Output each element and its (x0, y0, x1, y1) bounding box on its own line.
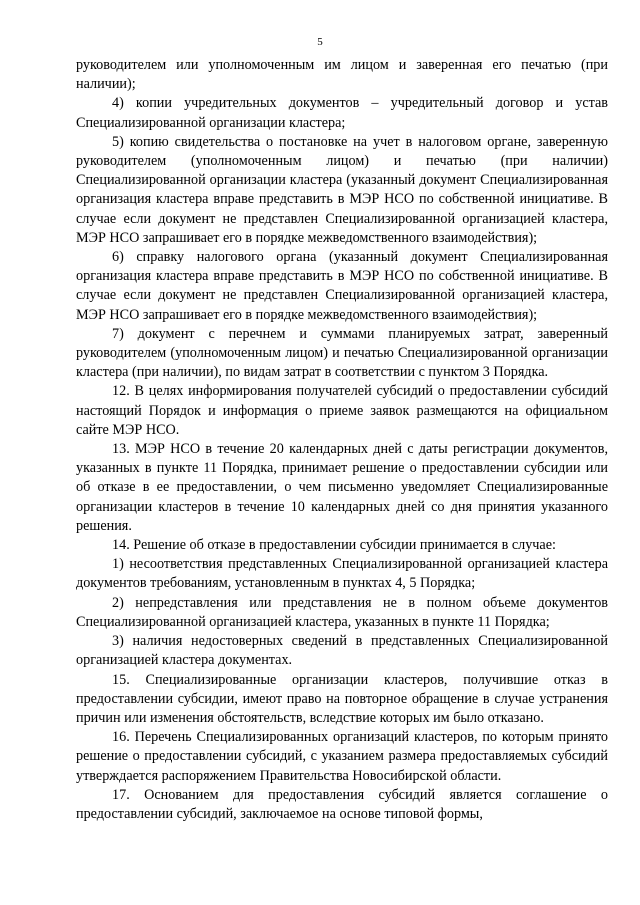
paragraph: 2) непредставления или представления не в полном объеме документов Специализированной организацией кластера, указанных в пункте 11 Порядка; (76, 594, 608, 630)
paragraph: 15. Специализированные организации кластеров, получившие отказ в предоставлении субсидии, имеют право на повторное обращение в случае устранения причин или изменения обстоятельств, вследствие которых им было отказано. (76, 671, 608, 726)
paragraph: 5) копию свидетельства о постановке на учет в налоговом органе, заверенную руководителем (уполномоченным лицом) и печатью (при наличии) Специализированной организации кластера (указанный документ Специализированная организация кластера вправе представить в МЭР НСО по собственной инициативе. В случае если документ не представлен Специализированной организацией кластера, МЭР НСО запрашивает его в порядке межведомственного взаимодействия); (76, 133, 608, 246)
paragraph: 12. В целях информирования получателей субсидий о предоставлении субсидий настоящий Порядок и информация о приеме заявок размещаются на официальном сайте МЭР НСО. (76, 383, 608, 438)
paragraph: 17. Основанием для предоставления субсидий является соглашение о предоставлении субсидий, заключаемое на основе типовой формы, (76, 786, 608, 822)
paragraph: 7) документ с перечнем и суммами планируемых затрат, заверенный руководителем (уполномоченным лицом) и печатью Специализированной организации кластера (при наличии), по видам затрат в соответствии с пунктом 3 Порядка. (76, 325, 608, 381)
paragraph: 3) наличия недостоверных сведений в представленных Специализированной организацией кластера документах. (76, 633, 608, 669)
paragraph: 16. Перечень Специализированных организаций кластеров, по которым принято решение о предоставлении субсидий, с указанием размера предоставляемых субсидий утверждается распоряжением Правительства Новосибирской области. (76, 729, 608, 784)
paragraph: 14. Решение об отказе в предоставлении субсидии принимается в случае: (112, 537, 556, 554)
paragraph: 4) копии учредительных документов – учредительный договор и устав Специализированной организации кластера; (76, 95, 608, 131)
paragraph: 6) справку налогового органа (указанный документ Специализированная организация кластера вправе представить в МЭР НСО по собственной инициативе. В случае если документ не представлен Специализированной организацией кластера, МЭР НСО запрашивает его в порядке межведомственного взаимодействия); (76, 249, 608, 323)
document-body (76, 56, 608, 824)
paragraph: 13. МЭР НСО в течение 20 календарных дней с даты регистрации документов, указанных в пункте 11 Порядка, принимает решение о предоставлении субсидии или об отказе в ее предоставлении, о чем письменно уведомляет Специализированные организации кластеров в течение 10 календарных дней со дня принятия указанного решения. (76, 441, 608, 534)
paragraph: руководителем или уполномоченным им лицом и заверенная его печатью (при наличии); (76, 57, 608, 93)
page-number: 5 (317, 36, 323, 48)
paragraph: 1) несоответствия представленных Специализированной организацией кластера документов требованиям, установленным в пунктах 4, 5 Порядка; (76, 556, 608, 592)
